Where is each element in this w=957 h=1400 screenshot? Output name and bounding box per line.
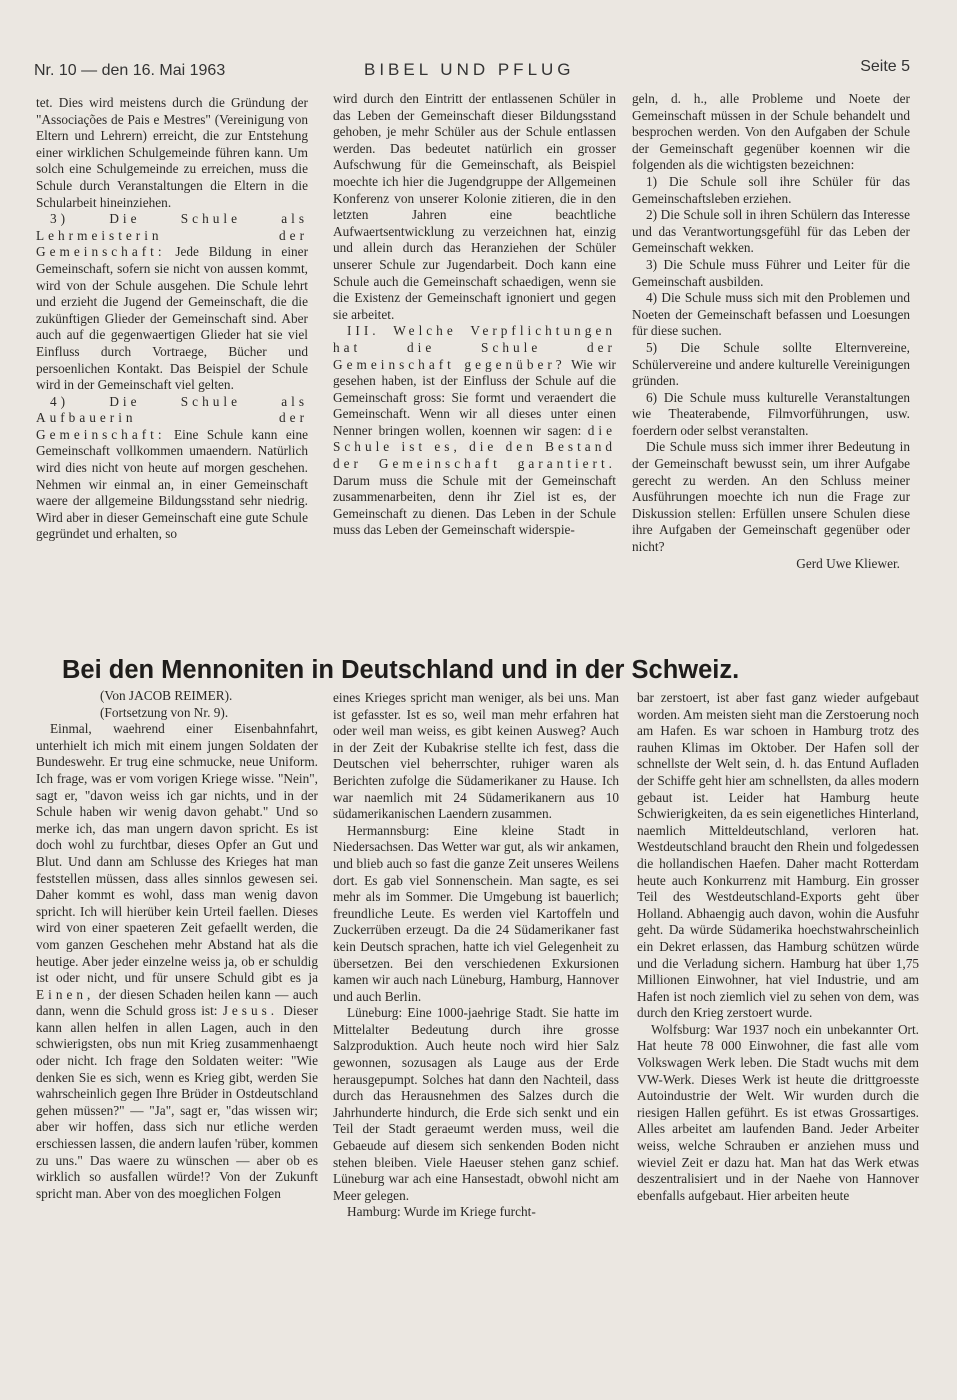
article1-column-2 [333,91,616,645]
issue-date: Nr. 10 — den 16. Mai 1963 [34,62,226,79]
article2-column-2 [333,690,619,1368]
paragraph-text: Dieser kann allen helfen in allen Lagen, auch in den schwierigsten, obs nun mit Krieg zusammenhaengt oder nicht. Ich frage den Soldaten weiter: "Wie denken Sie es sich, wenn es Krieg gibt, werden Sie wahrscheinlich gegen Ihre Brüder in Ostdeutschland gehen müssen?" — "Ja", sagt er, "das wissen wir; aber wir hoffen, dass sich nur etliche werden erschiessen lassen, die andern laufen 'rüber, kommen zu uns." Das waere zu wünschen — aber ob es wirklich so ausfallen würde!? Von der Zukunft spricht man. Aber von des moeglichen Folgen [36,1003,318,1201]
a2c2-paragraph [333,823,619,1006]
paragraph-text: bar zerstoert, ist aber fast ganz wieder aufgebaut worden. Am meisten sieht man die Zerstoerung noch am Hafen. Es war schoen in Hamburg trotz des rauhen Klimas im Oktober. Der Hafen soll der schnellste der Welt sein, d. h. das Entund Aufladen der Schiffe geht hier am schnellsten, da alles modern gebaut ist. Leider hat Hamburg heute Schwierigkeiten, da es sein eigenetliches Hinterland, naemlich Mitteldeutschland, verloren hat. Westdeutschland braucht den Rhein und folgedessen die hollandischen Haefen. Daher macht Rotterdam heute auch Konkurrenz mit Hamburg. Ein grosser Teil des Westdeutschland-Exports geht über Holland. Abhaengig auch davon, wohin die Ausfuhr geht. Da würde Südamerika hoechstwahrscheinlich ein Dekret erlassen, das Hamburg schützen würde und die Verladung sichern. Hamburg hat über 1,75 Millionen Einwohner, hat viel Industrie, und am Hafen ist noch ziemlich viel zu sehen von dem, was durch den Krieg zerstoert wurde. [637,690,919,1021]
paragraph-text: geln, d. h., alle Probleme und Noete der Gemeinschaft müssen in der Schule behandelt und besprochen werden. Von den Aufgaben der Schule der Gemeinschaft gegenüber koennen wir die folgenden als die wichtigsten bezeichnen: [632,91,910,173]
a1c1-paragraph [36,95,308,211]
paragraph-text: 6) Die Schule muss kulturelle Veranstaltungen wie Theaterabende, Filmvorführungen, usw. foerdern oder selbst veranstalten. [632,389,910,438]
article-headline: Bei den Mennoniten in Deutschland und in der Schweiz. [62,656,740,684]
paragraph-text: 3) Die Schule muss Führer und Leiter für die Gemeinschaft ausbilden. [632,256,910,289]
a1c1-paragraph [36,211,308,394]
byline [36,688,318,721]
paragraph-text: Einmal, waehrend einer Eisenbahnfahrt, unterhielt ich mich mit einem jungen Soldaten der Bundeswehr. Er trug eine schmucke, neue Uniform. Ich frage, was er vom vorigen Kriege wisse. "Nein", sagt er, "davon weiss ich gar nichts, und in der Schule haben wir wenig davon gehabt." Und so merke ich, das man ungern davon spricht. Es ist doch wohl zu furchtbar, dieses Opfer an Gut und Blut. Und dann am Schlusse des Krieges hat man feststellen müssen, dass alles sinnlos gewesen sei. Daher kommt es wohl, dass man wenig davon spricht. Ich will hierüber kein Urteil faellen. Dieses wird von einer spaeteren Zeit gefaellt werden, die vom ganzen Geschehen mehr Abstand hat als die heutige. Aber jeder einzelne weiss ja, ob er schuldig ist oder nicht, und für unsere Schuld gibt es ja [36,721,318,986]
byline-continuation: (Fortsetzung von Nr. 9). [100,704,229,720]
paragraph-text: Hamburg: Wurde im Kriege furcht- [347,1204,536,1220]
article-signature: Gerd Uwe Kliewer. [796,555,900,571]
a2c1-paragraph [36,721,318,1202]
paragraph-text: Die Schule muss sich immer ihrer Bedeutung in der Gemeinschaft bewusst sein, um ihrer Aufgabe gerecht zu werden. An den Schluss meiner Ausführungen moechte ich nun die Frage zur Diskussion stellen: Erfüllen unsere Schulen diese ihre Aufgaben der Gemeinschaft gegenüber oder nicht? [632,439,910,555]
spaced-emphasis: die Schule ist es, die den Bestand der Gemeinschaft garantiert. [333,422,616,472]
a2c2-paragraph [333,1005,619,1204]
a1c2-paragraph [333,91,616,323]
spaced-emphasis: Jesus. [222,1003,279,1019]
spaced-emphasis: Einen, [36,986,95,1002]
article2-column-1 [36,688,318,1368]
a1c3-paragraph [632,340,910,390]
a2c2-paragraph [333,690,619,823]
a1c3-paragraph [632,207,910,257]
paragraph-text: Eine Schule kann eine Gemeinschaft vollkommen umaendern. Natürlich wird dies nicht von heute auf morgen geschehen. Nehmen wir einmal an, in einer Gemeinschaft waere der allgemeine Bildungsstand sehr niedrig. Wird aber in dieser Gemeinschaft eine gute Schule gegründet und erhalten, so [36,426,308,542]
paragraph-text: Hermannsburg: Eine kleine Stadt in Niedersachsen. Das Wetter war gut, als wir ankamen, und blieb auch so fast die ganze Zeit unseres Weilens dort. Es gab viel Sonnenschein. Man sagte, es sei mehr als im Sommer. Die Umgebung ist bauerlich; freundliche Leute. Es werden viel Kartoffeln und Zuckerrüben erzeugt. Da die 24 Südamerikaner fast kein Deutsch sprachen, hatte ich viel Gelegenheit zu übersetzen. Bei den verschiedenen Exkursionen kamen wir auch nach Lüneburg, Hamburg, Hannover und auch Berlin. [333,822,619,1004]
a1c3-paragraph [632,439,910,555]
paragraph-text: 2) Die Schule soll in ihren Schülern das Interesse und das Verantwortungsgefühl für das Leben der Gemeinschaft wekken. [632,207,910,256]
paragraph-text: eines Krieges spricht man weniger, als bei uns. Man ist gefasster. Ist es so, weil man mehr erfahren hat oder weil man weiss, es gibt keinen Ausweg? Auch in der Zeit der Kubakrise stellte ich fest, dass die Deutschen viel beherrschter, ruhiger waren als Berichten zufolge die Südamerikaner zu Hause. Ich war naemlich mit 24 Südamerikanern aus 10 südamerikanischen Laendern zusammen. [333,690,619,822]
a1c3-paragraph [632,390,910,440]
page-number: Seite 5 [860,58,910,75]
paragraph-text: der diesen Schaden heilen kann — auch dann, wenn die Schuld gross ist: [36,986,318,1019]
a1c3-paragraph [632,91,910,174]
a1c3-paragraph [632,174,910,207]
article1-column-1 [36,95,308,645]
paragraph-text: Jede Bildung in einer Gemeinschaft, sofern sie nicht von aussen kommt, wird von der Schule ausgehen. Die Schule lehrt und erzieht die Jugend der Gemeinschaft, die die zukünftigen Glieder der Gemeinschaft sind. Aber auch auf die gegenwaertigen Glieder hat sie viel Einfluss durch Vortraege, Bücher und persoenlichen Kontakt. Das Beispiel der Schule wird in der Gemeinschaft viel gelten. [36,244,308,393]
paragraph-text: 1) Die Schule soll ihre Schüler für das Gemeinschaftsleben erziehen. [632,173,910,206]
page-header [34,58,910,84]
masthead-title: BIBEL UND PFLUG [364,60,575,79]
spaced-heading: 3) Die Schule als Lehrmeisterin der Gemeinschaft: [36,211,308,260]
byline-author: (Von JACOB REIMER). [100,688,233,703]
a1c1-paragraph [36,394,308,543]
paragraph-text: Wie wir gesehen haben, ist der Einfluss der Schule auf die Gemeinschaft gross: Sie formt und veraendert die Gemeinschaft. Wenn wir all dieses unter einen Nenner bringen wollen, koennen wir sagen: [333,356,616,438]
article2-column-3 [637,690,919,1368]
paragraph-text: tet. Dies wird meistens durch die Gründung der "Associações de Pais e Mestres" (Vereinigung von Eltern und Lehrern) erreicht, die zur Entstehung einer wirklichen Schulgemeinde führen kann. Um solch eine Schulgemeinde zu erreichen, muss die Schule durch Veranstaltungen die Eltern in die Schularbeit hineinziehen. [36,95,308,210]
paragraph-text: Darum muss die Schule mit der Gemeinschaft zusammenarbeiten, denn ihr Ziel ist es, der Gemeinschaft zu dienen. Das Leben in der Schule muss das Leben der Gemeinschaft widerspie- [333,472,616,538]
a1c3-paragraph [632,290,910,340]
article1-column-3 [632,91,910,645]
paragraph-text: 4) Die Schule muss sich mit den Problemen und Noeten der Gemeinschaft befassen und Loesungen für diese suchen. [632,290,910,339]
paragraph-text: Lüneburg: Eine 1000-jaehrige Stadt. Sie hatte im Mittelalter Bedeutung durch ihre grosse Salzproduktion. Auch heute noch wird hier Salz gewonnen, sozusagen als Lauge aus der Erde herausgepumpt. Solches hat dann den Nachteil, dass durch das Herausnehmen des Salzes durch die Jahrhunderte hindurch, die Erde sich senkt und ein Teil der Stadt geraeumt werden muss, weil die Gebaeude auf diesem sich senkenden Boden nicht stehen bleiben. Viele Haeuser stehen ganz schief. Lüneburg war ach eine Hansestadt, obwohl nicht am Meer gelegen. [333,1005,619,1203]
a2c2-paragraph [333,1204,619,1221]
paragraph-text: Wolfsburg: War 1937 noch ein unbekannter Ort. Hat heute 78 000 Einwohner, die fast alle vom Volkswagen Werk leben. Die Stadt wuchs mit dem VW-Werk. Dieses Werk ist heute die drittgroesste Autoindustrie der Welt. Wir wurden durch die riesigen Hallen geführt. Es ist etwas Grossartiges. Alles arbeitet am laufenden Band. Jeder Arbeiter weiss, welche Schrauben er anziehen muss und wieviel Zeit er dazu hat. Man hat das Werk etwas deszentralisiert und in der Naehe von Hannover ebenfalls aufgebaut. Hier arbeiten heute [637,1021,919,1203]
a1c2-paragraph [333,323,616,539]
paragraph-text: 5) Die Schule sollte Elternvereine, Schülervereine und andere kulturelle Vereinigungen gründen. [632,339,910,389]
paragraph-text: wird durch den Eintritt der entlassenen Schüler in das Leben der Gemeinschaft dieser Bildungsstand gehoben, je mehr Schüler aus der Schule entlassen werden. Das bedeutet natürlich ein grosser Aufschwung für die Gemeinschaft, als Beispiel moechte ich hier die Jugendgruppe der Allgemeinen Konferenz von unserer Kolonie zitieren, die in den letzten Jahren eine beachtliche Aufwaertsentwicklung zu verzeichnen hat, einzig und allein durch das Heranziehen der Schüler unserer Schule zur Jugendarbeit. Doch kann eine Schule auch die Gemeinschaft schaedigen, wenn sie die Existenz der Gemeinschaft ignoniert und gegen sie arbeitet. [333,91,616,322]
a2c3-paragraph [637,690,919,1022]
spaced-heading: 4) Die Schule als Aufbauerin der Gemeinschaft: [36,393,308,442]
a1c3-paragraph [632,257,910,290]
spaced-heading: III. Welche Verpflichtungen hat die Schule der Gemeinschaft gegenüber? [333,323,616,372]
a2c3-paragraph [637,1022,919,1205]
